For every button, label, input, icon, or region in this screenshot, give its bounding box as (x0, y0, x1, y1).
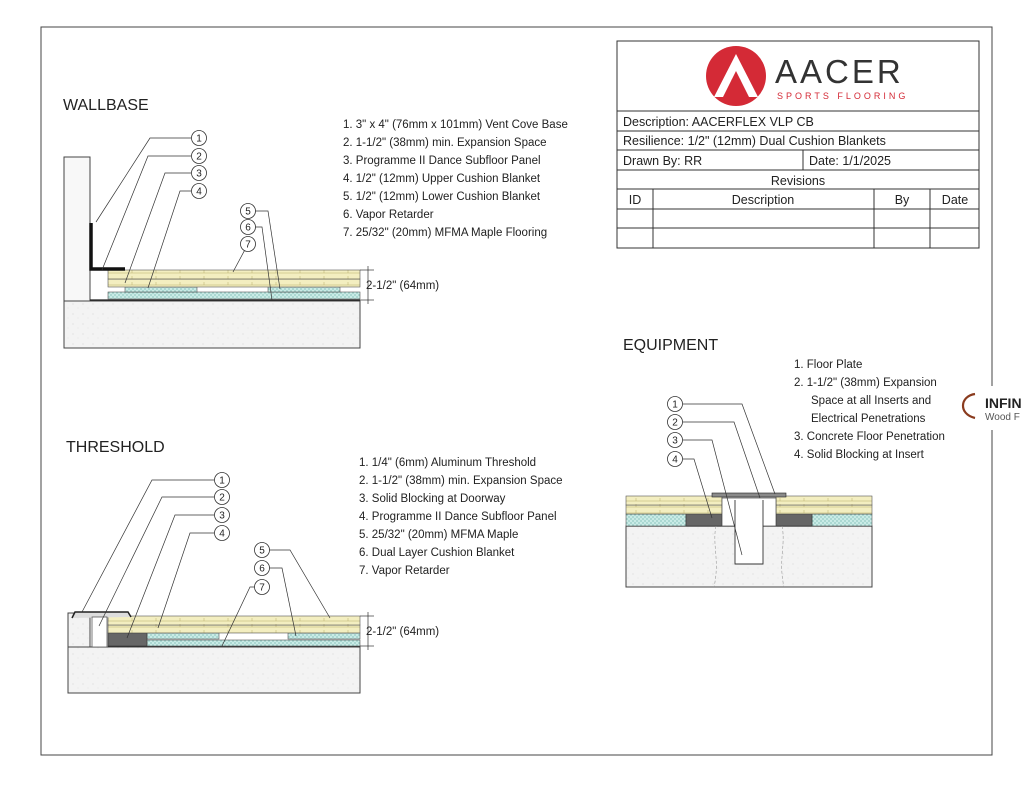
concrete-slab (64, 301, 360, 348)
subfloor-panel (776, 505, 872, 514)
equipment-note: 3. Concrete Floor Penetration (794, 431, 945, 443)
dual-cushion-blanket (288, 633, 360, 639)
subfloor-panel (108, 279, 360, 287)
wallbase-dimension: 2-1/2" (64mm) (366, 280, 440, 292)
drawn-by-field: Drawn By: RR (623, 154, 703, 168)
wallbase-note: 5. 1/2" (12mm) Lower Cushion Blanket (343, 191, 541, 203)
revision-col-id: ID (628, 193, 642, 207)
equipment-note: 1. Floor Plate (794, 359, 863, 371)
callout-number: 3 (219, 510, 225, 522)
wall (64, 157, 90, 301)
wallbase-notes (343, 119, 568, 239)
callout-number: 1 (196, 133, 202, 145)
callout-number: 4 (219, 528, 225, 540)
revision-col-date: Date (941, 193, 969, 207)
wallbase-note: 4. 1/2" (12mm) Upper Cushion Blanket (343, 173, 541, 185)
callout-number: 6 (259, 563, 265, 575)
equipment-title: EQUIPMENT (623, 337, 719, 354)
callout-number: 6 (245, 222, 251, 234)
concrete-slab (68, 647, 360, 693)
concrete-ledge (68, 613, 90, 647)
equipment-note: 2. 1-1/2" (38mm) Expansion (794, 377, 937, 389)
infinity-badge (952, 386, 1024, 430)
equipment-note: Electrical Penetrations (811, 413, 926, 425)
vent-cove-base (91, 223, 125, 269)
wallbase-note: 3. Programme II Dance Subfloor Panel (343, 155, 541, 167)
badge-main-text: INFIN (985, 395, 1022, 411)
maple-flooring (108, 270, 360, 279)
concrete-floor-penetration (735, 500, 763, 564)
wallbase-note: 7. 25/32" (20mm) MFMA Maple Flooring (343, 227, 548, 239)
callout-number: 3 (196, 168, 202, 180)
callout-number: 3 (672, 435, 678, 447)
cushion-blanket (812, 514, 872, 526)
threshold-note: 4. Programme II Dance Subfloor Panel (359, 511, 557, 523)
callout-number: 5 (245, 206, 251, 218)
equipment-callouts (668, 397, 683, 467)
wallbase-note: 1. 3" x 4" (76mm x 101mm) Vent Cove Base (343, 119, 568, 131)
solid-blocking (686, 514, 722, 526)
callout-number: 2 (672, 417, 678, 429)
callout-number: 1 (219, 475, 225, 487)
resilience-field: Resilience: 1/2" (12mm) Dual Cushion Blankets (623, 134, 886, 148)
aacer-logo (706, 46, 908, 106)
threshold-title: THRESHOLD (66, 439, 165, 456)
subfloor-panel (108, 625, 360, 633)
callout-number: 2 (196, 151, 202, 163)
wallbase-callouts (192, 131, 256, 252)
equipment-note: Space at all Inserts and (811, 395, 932, 407)
dual-cushion-blanket (147, 633, 219, 639)
dual-cushion-blanket (147, 640, 360, 646)
maple-flooring (776, 496, 872, 505)
upper-cushion-pad (125, 287, 197, 292)
brand-tagline: SPORTS FLOORING (777, 91, 909, 101)
expansion-space (92, 617, 107, 647)
callout-number: 1 (672, 399, 678, 411)
subfloor-panel (626, 505, 722, 514)
upper-cushion-pad (268, 287, 340, 292)
callout-number: 5 (259, 545, 265, 557)
title-block (617, 41, 979, 248)
cushion-blanket (626, 514, 686, 526)
callout-number: 7 (245, 239, 251, 251)
threshold-callouts (215, 473, 270, 595)
threshold-notes (359, 457, 563, 577)
wallbase-title: WALLBASE (63, 97, 149, 114)
callout-number: 2 (219, 492, 225, 504)
threshold-note: 2. 1-1/2" (38mm) min. Expansion Space (359, 475, 563, 487)
equipment-note: 4. Solid Blocking at Insert (794, 449, 924, 461)
revision-col-description: Description (731, 193, 795, 207)
threshold-note: 1. 1/4" (6mm) Aluminum Threshold (359, 457, 537, 469)
callout-number: 4 (196, 186, 202, 198)
threshold-note: 5. 25/32" (20mm) MFMA Maple (359, 529, 519, 541)
wallbase-note: 6. Vapor Retarder (343, 209, 434, 221)
equipment-detail (623, 337, 945, 587)
brand-name: AACER (775, 53, 904, 90)
description-field: Description: AACERFLEX VLP CB (623, 115, 814, 129)
revisions-title: Revisions (770, 174, 826, 188)
threshold-note: 7. Vapor Retarder (359, 565, 450, 577)
threshold-note: 6. Dual Layer Cushion Blanket (359, 547, 515, 559)
badge-sub-text: Wood F (985, 412, 1020, 423)
solid-blocking (108, 633, 147, 646)
wallbase-detail (63, 97, 568, 348)
equipment-notes (794, 359, 945, 461)
callout-number: 4 (672, 454, 678, 466)
wallbase-note: 2. 1-1/2" (38mm) min. Expansion Space (343, 137, 547, 149)
threshold-dimension: 2-1/2" (64mm) (366, 626, 440, 638)
date-field: Date: 1/1/2025 (809, 154, 892, 168)
revision-col-by: By (894, 193, 910, 207)
callout-number: 7 (259, 582, 265, 594)
lower-cushion-blanket (108, 292, 360, 299)
solid-blocking (776, 514, 812, 526)
threshold-note: 3. Solid Blocking at Doorway (359, 493, 506, 505)
threshold-detail (66, 439, 563, 693)
